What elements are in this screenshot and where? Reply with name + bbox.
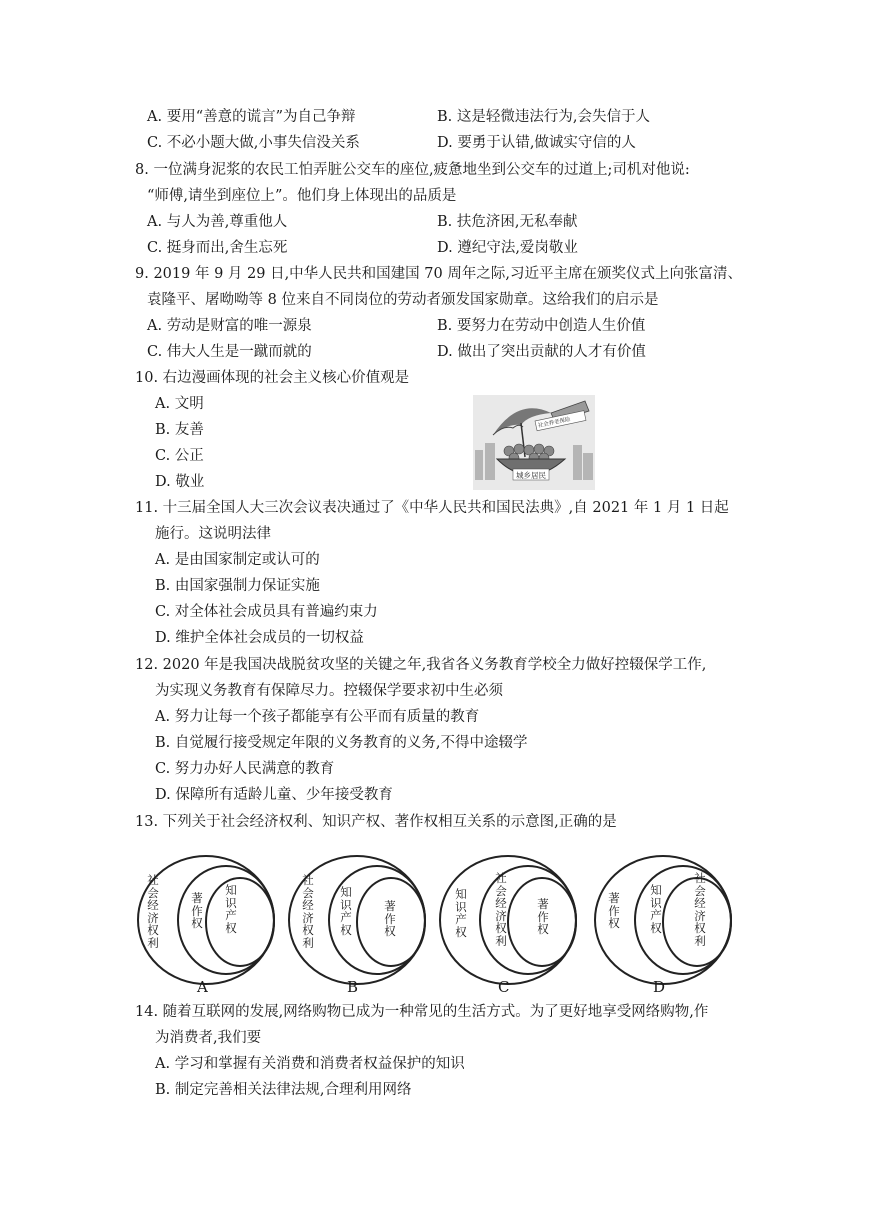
cartoon-umbrella-label: 社会养老保险 [537,416,572,430]
q10-option-d: D. 敬业 [155,474,205,490]
q8-stem-line2: “师傅,请坐到座位上”。他们身上体现出的品质是 [147,188,457,204]
q12-option-c: C. 努力办好人民满意的教育 [155,761,335,777]
diagram-b-letter: B [347,978,359,996]
q10-stem: 10. 右边漫画体现的社会主义核心价值观是 [135,370,410,386]
q7-option-d: D. 要勇于认错,做诚实守信的人 [437,135,636,151]
q12-stem-line2: 为实现义务教育有保障尽力。控辍保学要求初中生必须 [155,683,503,699]
q10-option-c: C. 公正 [155,448,204,464]
q12-option-d: D. 保障所有适龄儿童、少年接受教育 [155,787,393,803]
q7-option-a: A. 要用“善意的谎言”为自己争辩 [147,109,356,125]
q14-option-a: A. 学习和掌握有关消费和消费者权益保护的知识 [155,1056,465,1072]
q9-option-d: D. 做出了突出贡献的人才有价值 [437,344,646,360]
q10-option-b: B. 友善 [155,422,204,438]
diagram-a-letter: A [197,978,208,996]
q10-option-a: A. 文明 [155,396,204,412]
q7-option-b: B. 这是轻微违法行为,会失信于人 [437,109,650,125]
q8-option-c: C. 挺身而出,舍生忘死 [147,240,288,256]
q8-option-d: D. 遵纪守法,爱岗敬业 [437,240,578,256]
diagram-d-middle-label: 知 识 产 权 [650,883,662,935]
q11-option-a: A. 是由国家制定或认可的 [155,552,320,568]
q11-stem-line2: 施行。这说明法律 [155,526,271,542]
diagram-d-outer-label: 著 作 权 [608,891,620,930]
diagram-c [438,850,578,1000]
cartoon-image [473,395,595,490]
diagram-b-middle-label: 知 识 产 权 [340,885,352,937]
q8-option-b: B. 扶危济困,无私奉献 [437,214,578,230]
q11-option-c: C. 对全体社会成员具有普遍约束力 [155,604,378,620]
diagram-b-outer-label: 社 会 经 济 权 利 [302,873,314,950]
q14-stem-line2: 为消费者,我们要 [155,1030,262,1046]
q9-stem-line2: 袁隆平、屠呦呦等 8 位来自不同岗位的劳动者颁发国家勋章。这给我们的启示是 [147,292,659,308]
q12-stem-line1: 12. 2020 年是我国决战脱贫攻坚的关键之年,我省各义务教育学校全力做好控辍保学工作, [135,657,707,673]
q9-stem-line1: 9. 2019 年 9 月 29 日,中华人民共和国建国 70 周年之际,习近平主席在颁奖仪式上向张富清、 [135,266,742,282]
q13-stem: 13. 下列关于社会经济权利、知识产权、著作权相互关系的示意图,正确的是 [135,814,617,830]
q14-option-b: B. 制定完善相关法律法规,合理利用网络 [155,1082,412,1098]
diagram-a [136,850,276,1000]
diagram-d [593,850,733,1000]
diagram-d-letter: D [653,978,666,996]
diagram-c-inner-label: 著 作 权 [537,897,549,936]
q11-option-d: D. 维护全体社会成员的一切权益 [155,630,364,646]
q12-option-b: B. 自觉履行接受规定年限的义务教育的义务,不得中途辍学 [155,735,528,751]
diagram-a-middle-label: 著 作 权 [191,891,203,930]
diagram-b-inner-label: 著 作 权 [384,899,396,938]
diagram-b [287,850,427,1000]
q9-option-a: A. 劳动是财富的唯一源泉 [147,318,312,334]
q12-option-a: A. 努力让每一个孩子都能享有公平而有质量的教育 [155,709,480,725]
diagram-c-letter: C [498,978,510,996]
diagram-a-outer-label: 社 会 经 济 权 利 [147,873,159,950]
diagram-c-middle-label: 社 会 经 济 权 利 [495,871,507,948]
q9-option-c: C. 伟大人生是一蹴而就的 [147,344,312,360]
diagram-a-inner-label: 知 识 产 权 [225,883,237,935]
q7-option-c: C. 不必小题大做,小事失信没关系 [147,135,360,151]
diagram-c-outer-label: 知 识 产 权 [455,887,467,939]
q11-option-b: B. 由国家强制力保证实施 [155,578,320,594]
q9-option-b: B. 要努力在劳动中创造人生价值 [437,318,646,334]
diagram-d-inner-label: 社 会 经 济 权 利 [694,871,706,948]
q14-stem-line1: 14. 随着互联网的发展,网络购物已成为一种常见的生活方式。为了更好地享受网络购物,作 [135,1004,709,1020]
cartoon-bowl-label: 城乡居民 [516,471,546,480]
q8-stem-line1: 8. 一位满身泥浆的农民工怕弄脏公交车的座位,疲惫地坐到公交车的过道上;司机对他说: [135,162,690,178]
q11-stem-line1: 11. 十三届全国人大三次会议表决通过了《中华人民共和国民法典》,自 2021 年 1 月 1 日起 [135,500,729,516]
q8-option-a: A. 与人为善,尊重他人 [147,214,288,230]
